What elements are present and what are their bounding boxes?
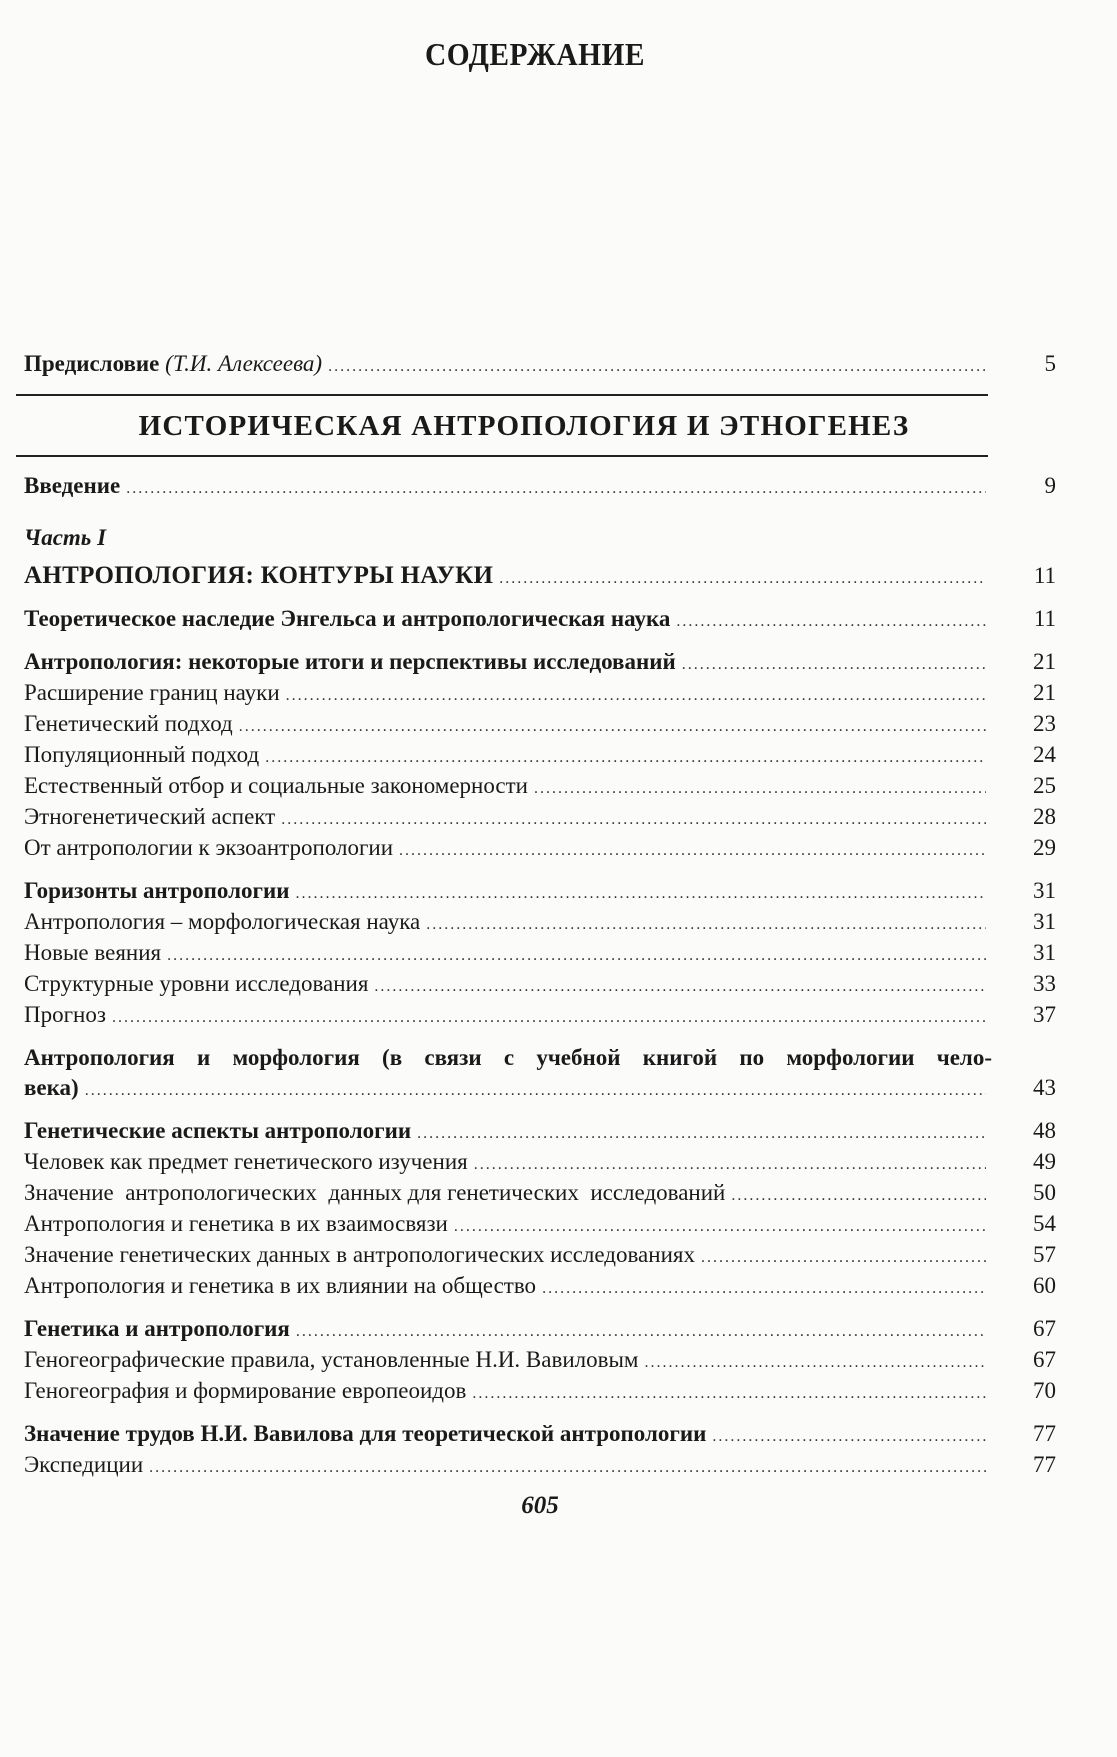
toc-page-number: 67 — [1033, 1347, 1056, 1372]
toc-entry[interactable] — [24, 1209, 1056, 1242]
toc-entry-label: Значение антропологических данных для генетических исследований — [24, 1180, 726, 1205]
dot-leader — [534, 774, 986, 804]
dot-leader — [286, 681, 986, 711]
toc-entry-label: Генетические аспекты антропологии — [24, 1118, 412, 1143]
toc-entry-label: Новые веяния — [24, 940, 162, 965]
toc-page-number: 29 — [1033, 835, 1056, 860]
toc-entry-label-line2: века) — [24, 1075, 79, 1100]
toc-page-number: 25 — [1033, 773, 1056, 798]
dot-leader — [701, 1243, 986, 1273]
toc-page-number: 57 — [1033, 1242, 1056, 1267]
toc-page-number: 31 — [1033, 878, 1056, 903]
toc-entry[interactable] — [24, 1314, 1056, 1347]
toc-entry-label: Генетический подход — [24, 711, 233, 736]
toc-entry-label-line1: Антропология и морфология (в связи с учебной книгой по морфологии чело- — [24, 1045, 992, 1070]
toc-page-number: 33 — [1033, 971, 1056, 996]
toc-page-number: 9 — [1044, 473, 1056, 498]
dot-leader — [682, 650, 986, 680]
toc-page-number: 11 — [1033, 563, 1056, 588]
dot-leader — [296, 1317, 986, 1347]
toc-entry-label: Предисловие — [24, 351, 160, 376]
toc-entry[interactable] — [24, 561, 1056, 594]
toc-entry-label: Генетика и антропология — [24, 1316, 290, 1341]
dot-leader — [542, 1274, 986, 1304]
dot-leader — [474, 1150, 986, 1180]
toc-entry-label: АНТРОПОЛОГИЯ: КОНТУРЫ НАУКИ — [24, 562, 494, 589]
dot-leader — [112, 1003, 986, 1033]
dot-leader — [149, 1453, 986, 1483]
toc-page-number: 37 — [1033, 1002, 1056, 1027]
toc-entry-label: Антропология и генетика в их влиянии на общество — [24, 1273, 537, 1298]
toc-page-number: 48 — [1033, 1118, 1056, 1143]
toc-entry[interactable] — [24, 709, 1056, 742]
divider-bottom — [16, 455, 988, 457]
toc-entry-label: Геногеография и формирование европеоидов — [24, 1378, 467, 1403]
toc-entry-label: Горизонты антропологии — [24, 878, 290, 903]
toc-entry[interactable] — [24, 1450, 1056, 1483]
page-title: СОДЕРЖАНИЕ — [425, 36, 645, 72]
toc-entry-label: Этногенетический аспект — [24, 804, 276, 829]
toc-entry-label: Теоретическое наследие Энгельса и антропологическая наука — [24, 606, 671, 631]
dot-leader — [374, 972, 986, 1002]
dot-leader — [295, 879, 986, 909]
toc-entry[interactable] — [24, 678, 1056, 711]
toc-entry[interactable] — [24, 1271, 1056, 1304]
toc-entry-author: (Т.И. Алексеева) — [165, 351, 323, 376]
toc-entry-label: Структурные уровни исследования — [24, 971, 369, 996]
dot-leader — [265, 743, 986, 773]
dot-leader — [676, 607, 986, 637]
toc-entry-label: Антропология: некоторые итоги и перспективы исследований — [24, 649, 676, 674]
toc-page-number: 11 — [1033, 606, 1056, 631]
toc-entry[interactable] — [24, 1419, 1056, 1452]
dot-leader — [328, 352, 986, 382]
dot-leader — [645, 1348, 987, 1378]
toc-entry-label: Введение — [24, 473, 121, 498]
dot-leader — [712, 1422, 986, 1452]
toc-entry[interactable] — [24, 1147, 1056, 1180]
section-title: ИСТОРИЧЕСКАЯ АНТРОПОЛОГИЯ И ЭТНОГЕНЕЗ — [138, 410, 910, 442]
toc-page-number: 5 — [1044, 351, 1056, 376]
toc-entry[interactable] — [24, 604, 1056, 637]
toc-entry[interactable] — [24, 1345, 1056, 1378]
toc-entry-label: Человек как предмет генетического изучения — [24, 1149, 468, 1174]
toc-entry-label: Значение генетических данных в антропологических исследованиях — [24, 1242, 695, 1267]
toc-page-number: 21 — [1033, 680, 1056, 705]
toc-entry[interactable] — [24, 1000, 1056, 1033]
toc-page-number: 28 — [1033, 804, 1056, 829]
dot-leader — [417, 1119, 986, 1149]
toc-entry[interactable] — [24, 647, 1056, 680]
toc-entry[interactable] — [24, 833, 1056, 866]
toc-page-number: 77 — [1033, 1421, 1056, 1446]
dot-leader — [454, 1212, 986, 1242]
toc-entry-label: Популяционный подход — [24, 742, 260, 767]
toc-entry-label: Антропология и генетика в их взаимосвязи — [24, 1211, 448, 1236]
toc-page-number: 60 — [1033, 1273, 1056, 1298]
dot-leader — [281, 805, 986, 835]
toc-entry[interactable] — [24, 1240, 1056, 1273]
dot-leader — [499, 564, 986, 594]
toc-entry-introduction[interactable] — [24, 471, 1056, 504]
toc-entry[interactable] — [24, 907, 1056, 940]
page-number: 605 — [521, 1492, 559, 1519]
toc-entry[interactable] — [24, 1178, 1056, 1211]
toc-page-number: 70 — [1033, 1378, 1056, 1403]
toc-entry-label: Прогноз — [24, 1002, 106, 1027]
toc-entry-label: Расширение границ науки — [24, 680, 280, 705]
toc-entry[interactable] — [24, 1376, 1056, 1409]
toc-entry-preface[interactable] — [24, 349, 1056, 382]
toc-page-number: 31 — [1033, 940, 1056, 965]
toc-page-number: 23 — [1033, 711, 1056, 736]
toc-entry-label: Естественный отбор и социальные закономерности — [24, 773, 528, 798]
toc-page-number: 77 — [1033, 1452, 1056, 1477]
toc-page-number: 31 — [1033, 909, 1056, 934]
dot-leader — [126, 474, 986, 504]
toc-page-number: 43 — [1033, 1075, 1056, 1100]
divider-top — [16, 394, 988, 396]
toc-entry[interactable] — [24, 938, 1056, 971]
toc-entry-label: Значение трудов Н.И. Вавилова для теоретической антропологии — [24, 1421, 707, 1446]
toc-page-number: 67 — [1033, 1316, 1056, 1341]
dot-leader — [472, 1379, 986, 1409]
dot-leader — [167, 941, 986, 971]
toc-page-number: 21 — [1033, 649, 1056, 674]
toc-page-number: 50 — [1033, 1180, 1056, 1205]
toc-entry[interactable] — [24, 740, 1056, 773]
toc-entry-label: Антропология – морфологическая наука — [24, 909, 421, 934]
dot-leader — [731, 1181, 986, 1211]
dot-leader — [239, 712, 986, 742]
toc-entry-label: От антропологии к экзоантропологии — [24, 835, 394, 860]
dot-leader — [426, 910, 986, 940]
dot-leader — [85, 1076, 986, 1106]
toc-page-number: 49 — [1033, 1149, 1056, 1174]
toc-entry-label: Геногеографические правила, установленные Н.И. Вавиловым — [24, 1347, 639, 1372]
toc-page-number: 54 — [1033, 1211, 1056, 1236]
toc-entry[interactable] — [24, 1116, 1056, 1149]
toc-entry[interactable] — [24, 876, 1056, 909]
toc-entry-label: Экспедиции — [24, 1452, 144, 1477]
dot-leader — [399, 836, 986, 866]
toc-entry[interactable] — [24, 771, 1056, 804]
part-heading: Часть I — [24, 525, 107, 550]
toc-entry[interactable] — [24, 802, 1056, 835]
toc-entry[interactable] — [24, 1043, 1056, 1106]
toc-entry[interactable] — [24, 969, 1056, 1002]
toc-page-number: 24 — [1033, 742, 1056, 767]
